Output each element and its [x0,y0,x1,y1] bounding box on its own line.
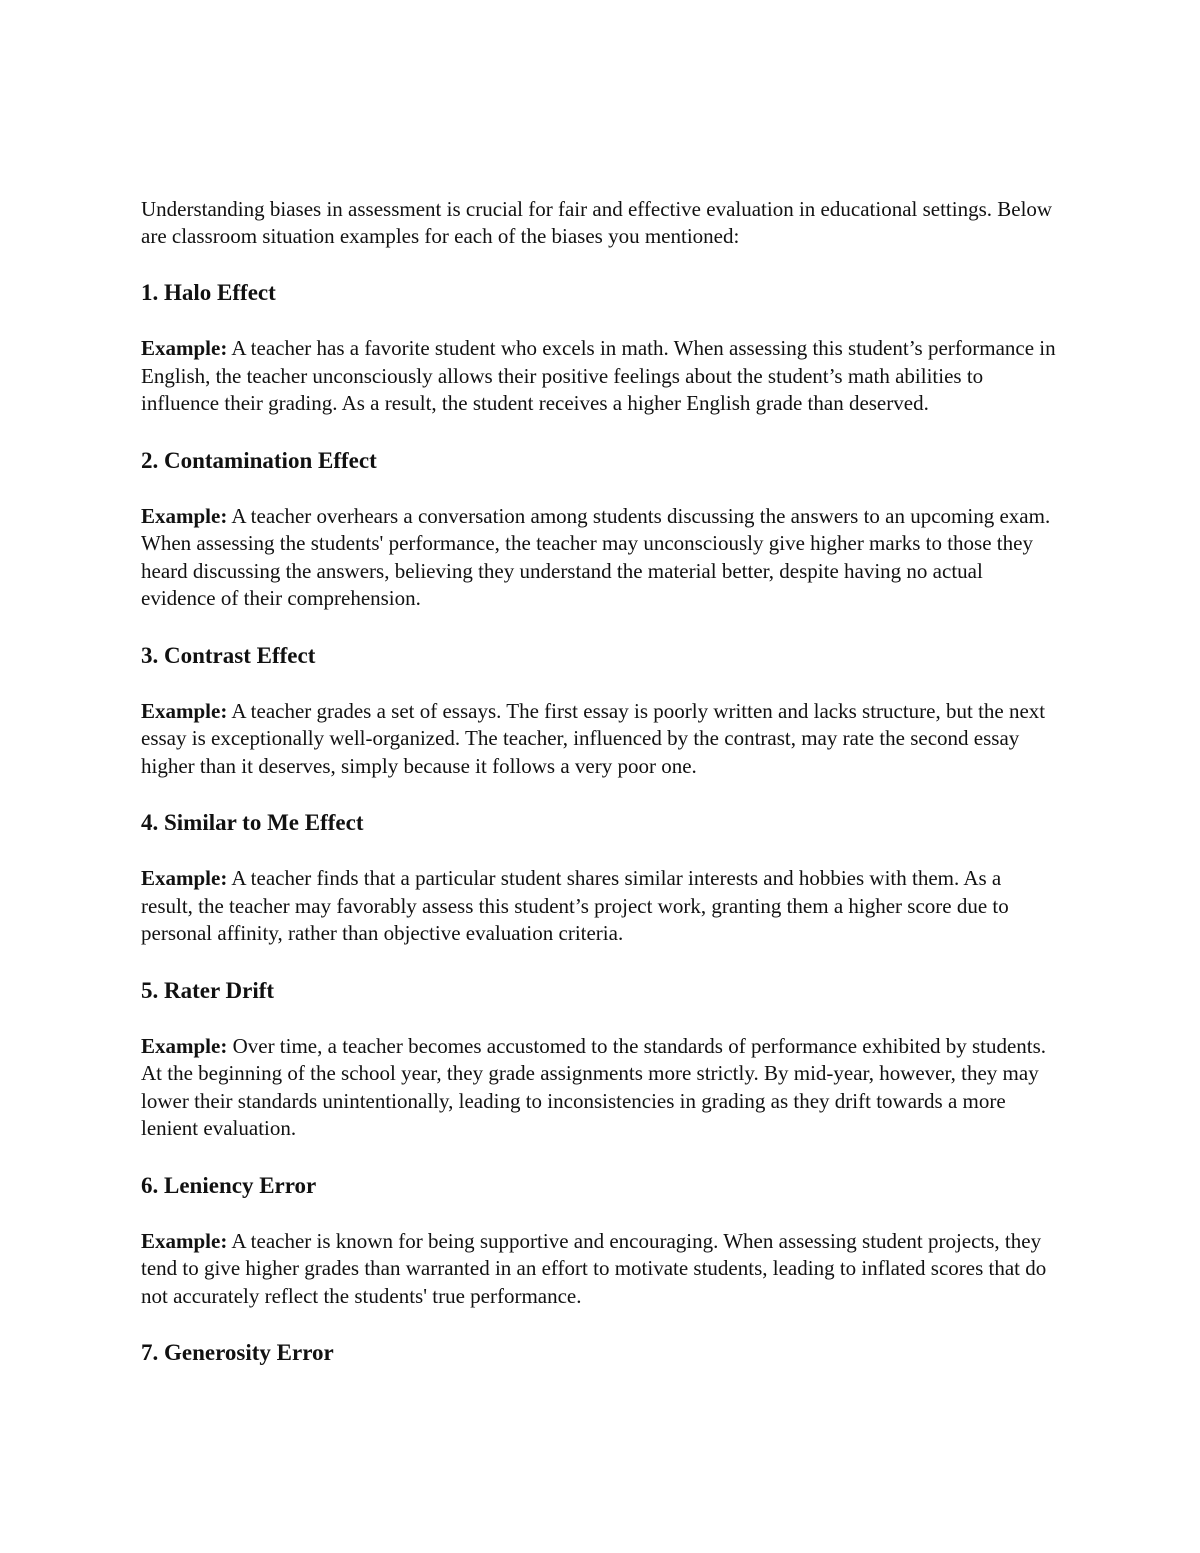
section-heading: 2. Contamination Effect [141,447,377,473]
example-text: A teacher is known for being supportive and encouraging. When assessing student projects, they tend to give higher grades than warranted in an effort to motivate students, leading to inflated scores that do not accurately reflect the students' true performance. [141,1228,1047,1308]
example-paragraph [141,1228,1056,1311]
section-heading: 7. Generosity Error [141,1340,334,1365]
section-contrast-effect [141,642,1056,781]
section-generosity-error [141,1339,1056,1366]
example-paragraph [141,335,1056,418]
section-similar-to-me-effect [141,809,1056,948]
example-paragraph [141,865,1056,948]
section-leniency-error [141,1172,1056,1311]
section-heading: 4. Similar to Me Effect [141,810,364,835]
example-label: Example: [141,336,228,360]
example-text: A teacher has a favorite student who excels in math. When assessing this student’s performance in English, the teacher unconsciously allows their positive feelings about the student’s math abilities to influence their grading. As a result, the student receives a higher English grade than deserved. [141,336,1056,415]
example-label: Example: [141,503,228,528]
example-text: Over time, a teacher becomes accustomed to the standards of performance exhibited by students. At the beginning of the school year, they grade assignments more strictly. By mid-year, however, they may lower their standards unintentionally, leading to inconsistencies in grading as they drift towards a more lenient evaluation. [141,1033,1047,1140]
example-paragraph [141,503,1056,613]
example-text: A teacher grades a set of essays. The first essay is poorly written and lacks structure, but the next essay is exceptionally well-organized. The teacher, influenced by the contrast, may rate the second essay higher than it deserves, simply because it follows a very poor one. [141,698,1046,778]
section-contamination-effect [141,447,1056,613]
example-label: Example: [141,698,228,723]
example-label: Example: [141,866,228,890]
example-label: Example: [141,1228,228,1253]
example-label: Example: [141,1033,228,1058]
section-heading: 1. Halo Effect [141,280,276,305]
section-halo-effect [141,279,1056,418]
example-paragraph [141,1033,1056,1143]
example-paragraph [141,698,1056,781]
section-heading: 5. Rater Drift [141,977,275,1003]
section-heading: 3. Contrast Effect [141,642,316,668]
example-text: A teacher finds that a particular student shares similar interests and hobbies with them. As a result, the teacher may favorably assess this student’s project work, granting them a higher score due to personal affinity, rather than objective evaluation criteria. [141,866,1009,945]
section-heading: 6. Leniency Error [141,1172,317,1198]
intro-paragraph: Understanding biases in assessment is crucial for fair and effective evaluation in educational settings. Below are classroom situation examples for each of the biases you mentioned: [141,197,1053,248]
document-page [141,196,1056,1395]
example-text: A teacher overhears a conversation among students discussing the answers to an upcoming exam. When assessing the students' performance, the teacher may unconsciously give higher marks to those they heard discussing the answers, believing they understand the material better, despite having no actual evidence of their comprehension. [141,503,1051,610]
section-rater-drift [141,977,1056,1143]
